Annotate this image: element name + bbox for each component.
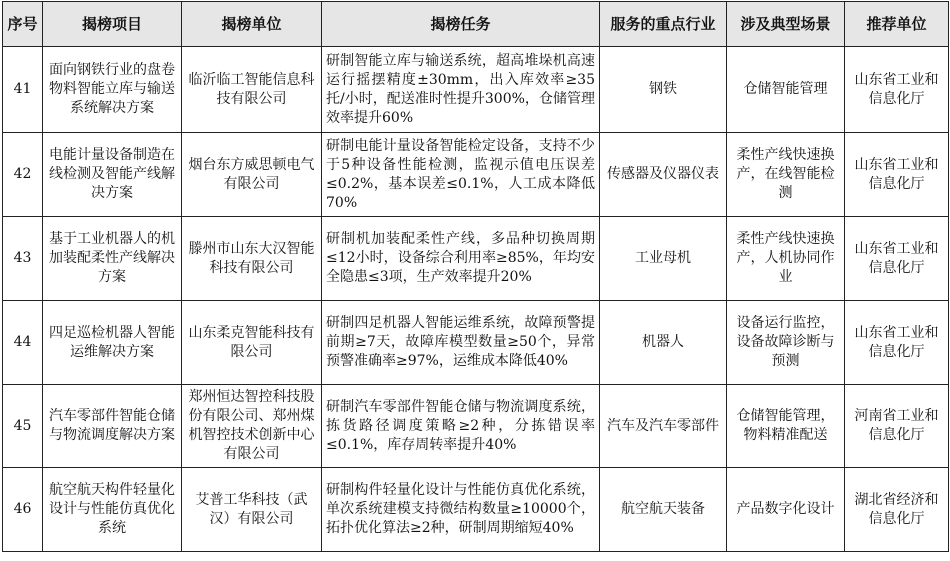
cell-task: 研制四足机器人智能运维系统，故障预警提前期≥7天，故障库模型数量≥50个，异常预警准确率≥97%，运维成本降低40% xyxy=(322,301,600,385)
cell-project: 基于工业机器人的机加装配柔性产线解决方案 xyxy=(43,217,182,301)
cell-scene: 柔性产线快速换产，在线智能检测 xyxy=(727,133,845,217)
cell-industry: 传感器及仪器仪表 xyxy=(600,133,727,217)
cell-industry: 机器人 xyxy=(600,301,727,385)
table-row xyxy=(3,47,949,133)
cell-task: 研制机加装配柔性产线，多品种切换周期≤12小时，设备综合利用率≥85%，年均安全隐患≤3项，生产效率提升20% xyxy=(322,217,600,301)
table-row xyxy=(3,468,949,552)
cell-scene: 仓储智能管理 xyxy=(727,47,845,133)
cell-project: 电能计量设备制造在线检测及智能产线解决方案 xyxy=(43,133,182,217)
cell-unit: 滕州市山东大汉智能科技有限公司 xyxy=(182,217,322,301)
cell-scene: 产品数字化设计 xyxy=(727,468,845,552)
cell-industry: 航空航天装备 xyxy=(600,468,727,552)
cell-recommender: 湖北省经济和信息化厅 xyxy=(845,468,949,552)
cell-unit: 烟台东方威思顿电气有限公司 xyxy=(182,133,322,217)
table-row xyxy=(3,217,949,301)
cell-project: 面向钢铁行业的盘卷物料智能立库与输送系统解决方案 xyxy=(43,47,182,133)
header-project: 揭榜项目 xyxy=(43,2,182,47)
cell-industry: 钢铁 xyxy=(600,47,727,133)
cell-recommender: 山东省工业和信息化厅 xyxy=(845,217,949,301)
cell-industry: 汽车及汽车零部件 xyxy=(600,385,727,468)
cell-scene: 设备运行监控，设备故障诊断与预测 xyxy=(727,301,845,385)
cell-recommender: 河南省工业和信息化厅 xyxy=(845,385,949,468)
cell-no: 42 xyxy=(3,133,43,217)
cell-recommender: 山东省工业和信息化厅 xyxy=(845,133,949,217)
cell-unit: 艾普工华科技（武汉）有限公司 xyxy=(182,468,322,552)
cell-scene: 仓储智能管理，物料精准配送 xyxy=(727,385,845,468)
cell-unit: 山东柔克智能科技有限公司 xyxy=(182,301,322,385)
cell-project: 航空航天构件轻量化设计与性能仿真优化系统 xyxy=(43,468,182,552)
table-row xyxy=(3,133,949,217)
table-row xyxy=(3,301,949,385)
cell-unit: 郑州恒达智控科技股份有限公司、郑州煤机智控技术创新中心有限公司 xyxy=(182,385,322,468)
cell-unit: 临沂临工智能信息科技有限公司 xyxy=(182,47,322,133)
cell-no: 41 xyxy=(3,47,43,133)
cell-task: 研制电能计量设备智能检定设备，支持不少于5种设备性能检测，监视示值电压误差≤0.2%，基本误差≤0.1%，人工成本降低70% xyxy=(322,133,600,217)
table-row xyxy=(3,385,949,468)
header-row xyxy=(3,2,949,47)
cell-task: 研制智能立库与输送系统，超高堆垛机高速运行摇摆精度±30mm，出入库效率≥35托/小时，配送准时性提升300%，仓储管理效率提升60% xyxy=(322,47,600,133)
cell-recommender: 山东省工业和信息化厅 xyxy=(845,301,949,385)
project-table xyxy=(2,1,949,552)
cell-project: 汽车零部件智能仓储与物流调度解决方案 xyxy=(43,385,182,468)
cell-task: 研制构件轻量化设计与性能仿真优化系统，单次系统建模支持微结构数量≥10000个，拓扑优化算法≥2种，研制周期缩短40% xyxy=(322,468,600,552)
cell-no: 44 xyxy=(3,301,43,385)
cell-industry: 工业母机 xyxy=(600,217,727,301)
header-task: 揭榜任务 xyxy=(322,2,600,47)
header-industry: 服务的重点行业 xyxy=(600,2,727,47)
cell-recommender: 山东省工业和信息化厅 xyxy=(845,47,949,133)
cell-scene: 柔性产线快速换产，人机协同作业 xyxy=(727,217,845,301)
header-unit: 揭榜单位 xyxy=(182,2,322,47)
header-recommender: 推荐单位 xyxy=(845,2,949,47)
header-scene: 涉及典型场景 xyxy=(727,2,845,47)
cell-no: 43 xyxy=(3,217,43,301)
cell-no: 45 xyxy=(3,385,43,468)
cell-task: 研制汽车零部件智能仓储与物流调度系统，拣货路径调度策略≥2种，分拣错误率≤0.1%，库存周转率提升40% xyxy=(322,385,600,468)
cell-project: 四足巡检机器人智能运维解决方案 xyxy=(43,301,182,385)
cell-no: 46 xyxy=(3,468,43,552)
header-no: 序号 xyxy=(3,2,43,47)
